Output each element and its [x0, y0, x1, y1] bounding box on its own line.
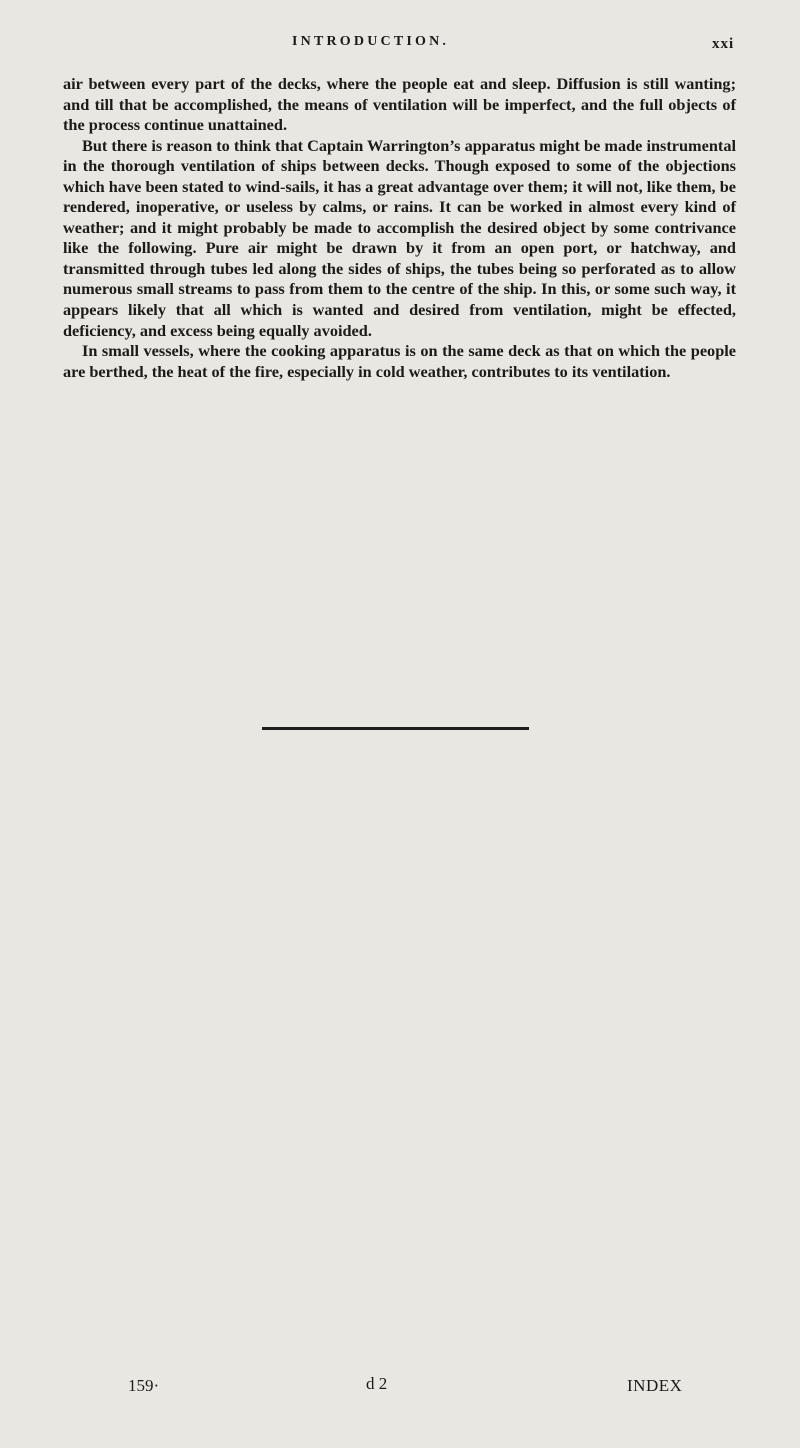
catchword: INDEX	[627, 1376, 683, 1395]
signature-mark: d 2	[366, 1374, 388, 1393]
paragraph-small-vessels: In small vessels, where the cooking apparatus is on the same deck as that on which the people are berthed, the heat of the fire, especially in cold weather, contributes to its ventilation.	[63, 341, 736, 381]
paragraph-continuation: air between every part of the decks, where the people eat and sleep. Diffusion is still wanting; and till that be accomplished, the means of ventilation will be imperfect, and the full objects of the process continue unattained.	[63, 74, 736, 135]
section-divider-rule	[262, 727, 529, 730]
paragraph-warrington-apparatus: But there is reason to think that Captain Warrington’s apparatus might be made instrumental in the thorough ventilation of ships between decks. Though exposed to some of the objections which have been stated to wind-sails, it has a great advantage over them; it will not, like them, be rendered, inoperative, or useless by calms, or rains. It can be worked in almost every kind of weather; and it might probably be made to accomplish the desired object by some contrivance like the following. Pure air might be drawn by it from an open port, or hatchway, and transmitted through tubes led along the sides of ships, the tubes being so perforated as to allow numerous small streams to pass from them to the centre of the ship. In this, or some such way, it appears likely that all which is wanted and desired from ventilation, might be effected, deficiency, and excess being equally avoided.	[63, 135, 736, 340]
running-title: INTRODUCTION.	[292, 34, 450, 49]
page-footer	[0, 1376, 800, 1402]
page-number: xxi	[712, 36, 735, 52]
running-head	[0, 34, 800, 56]
body-text	[63, 74, 736, 382]
signature-number: 159·	[128, 1376, 160, 1395]
